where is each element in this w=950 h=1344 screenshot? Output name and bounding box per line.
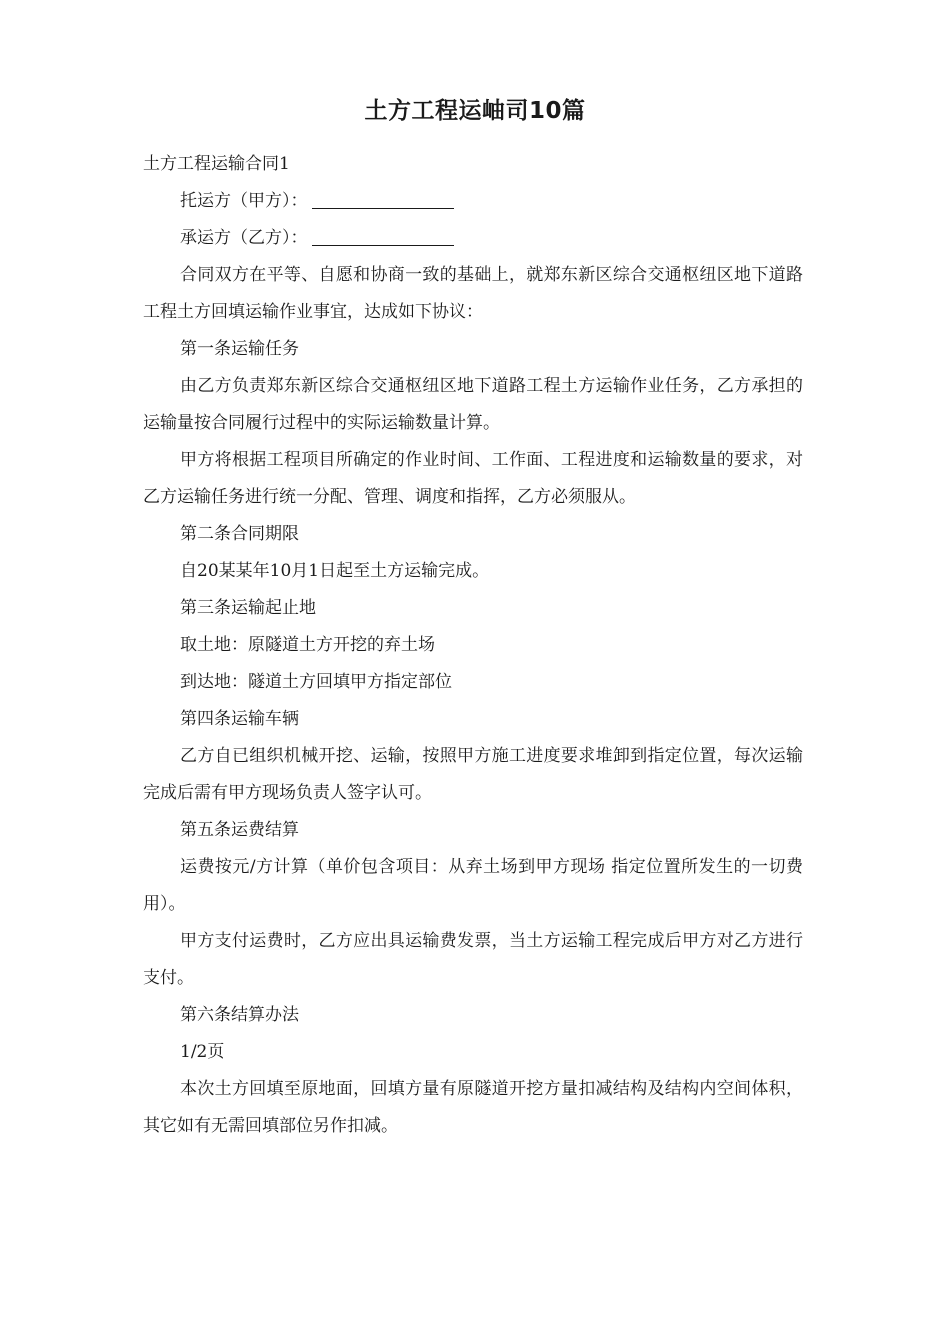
paragraph-article-1-heading: 第一条运输任务 xyxy=(180,339,299,359)
paragraph-carrier xyxy=(143,220,803,257)
carrier-label: 承运方（乙方）： xyxy=(180,228,308,248)
paragraph-consignor xyxy=(143,183,803,220)
paragraph-article-2-body: 自20某某年10月1日起至土方运输完成。 xyxy=(180,561,490,581)
paragraph-article-4-heading: 第四条运输车辆 xyxy=(180,709,299,729)
paragraph-article-5-body-b: 甲方支付运费时，乙方应出具运输费发票，当土方运输工程完成后甲方对乙方进行支付。 xyxy=(143,931,803,988)
page-number: 1/2页 xyxy=(180,1042,225,1062)
document-title: 土方工程运岫司10篇 xyxy=(364,98,586,124)
paragraph-article-6-body: 本次土方回填至原地面，回填方量有原隧道开挖方量扣减结构及结构内空间体积，其它如有无需回填部位另作扣减。 xyxy=(143,1079,803,1136)
paragraph-article-2-heading: 第二条合同期限 xyxy=(180,524,299,544)
paragraph-article-6-heading: 第六条结算办法 xyxy=(180,1005,299,1025)
consignor-blank-line xyxy=(312,186,454,209)
paragraph-article-1-body-b: 甲方将根据工程项目所确定的作业时间、工作面、工程进度和运输数量的要求，对乙方运输任务进行统一分配、管理、调度和指挥，乙方必须服从。 xyxy=(143,450,803,507)
document-body xyxy=(143,146,803,1145)
paragraph-article-1-body-a: 由乙方负责郑东新区综合交通枢纽区地下道路工程土方运输作业任务，乙方承担的运输量按合同履行过程中的实际运输数量计算。 xyxy=(143,376,803,433)
paragraph-article-3-destination: 到达地：隧道土方回填甲方指定部位 xyxy=(180,672,452,692)
paragraph-article-4-body: 乙方自已组织机械开挖、运输，按照甲方施工进度要求堆卸到指定位置，每次运输完成后需有甲方现场负责人签字认可。 xyxy=(143,746,803,803)
paragraph-article-5-body-a: 运费按元/方计算（单价包含项目：从弃土场到甲方现场 指定位置所发生的一切费用）。 xyxy=(143,857,803,914)
paragraph-article-3-heading: 第三条运输起止地 xyxy=(180,598,316,618)
carrier-blank-line xyxy=(312,223,454,246)
paragraph-article-5-heading: 第五条运费结算 xyxy=(180,820,299,840)
paragraph-article-3-origin: 取土地：原隧道土方开挖的弃土场 xyxy=(180,635,435,655)
paragraph-preamble: 合同双方在平等、自愿和协商一致的基础上，就郑东新区综合交通枢纽区地下道路工程土方回填运输作业事宜，达成如下协议： xyxy=(143,265,803,322)
consignor-label: 托运方（甲方）： xyxy=(180,191,308,211)
paragraph-contract-heading: 土方工程运输合同1 xyxy=(143,154,290,174)
